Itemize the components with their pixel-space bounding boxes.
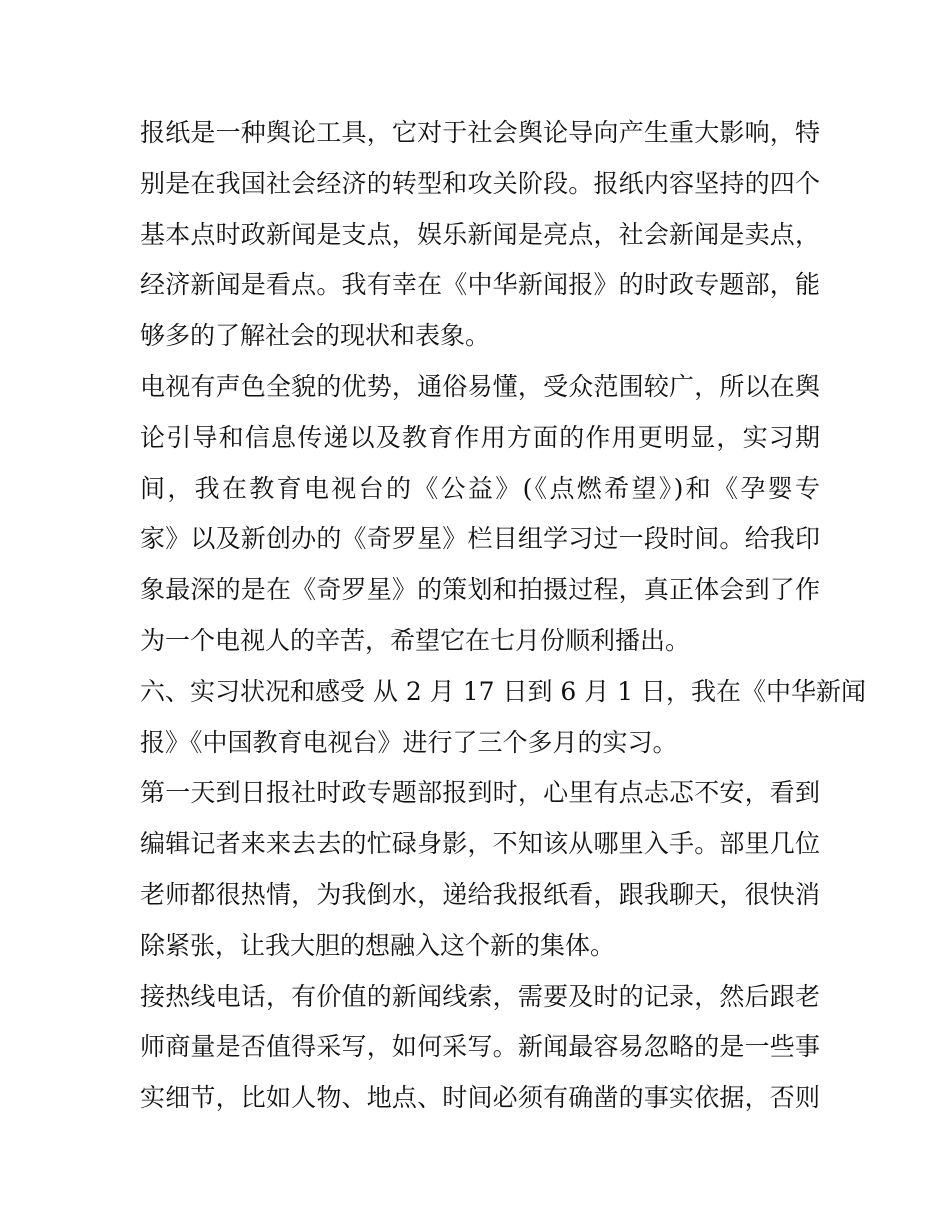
text-line: 间，我在教育电视台的《公益》(《点燃希望》)和《孕婴专 bbox=[140, 473, 820, 503]
text-line: 电视有声色全貌的优势，通俗易懂，受众范围较广，所以在舆 bbox=[140, 371, 820, 401]
paragraph-4 bbox=[140, 768, 820, 971]
text-line: 接热线电话，有价值的新闻线索，需要及时的记录，然后跟老 bbox=[140, 981, 820, 1011]
text-line: 除紧张，让我大胆的想融入这个新的集体。 bbox=[140, 930, 616, 960]
text-line: 报纸是一种舆论工具，它对于社会舆论导向产生重大影响，特 bbox=[140, 118, 820, 147]
text-line: 象最深的是在《奇罗星》的策划和拍摄过程，真正体会到了作 bbox=[140, 575, 820, 605]
text-line: 编辑记者来来去去的忙碌身影，不知该从哪里入手。部里几位 bbox=[140, 829, 820, 859]
paragraph-2 bbox=[140, 362, 820, 667]
text-line: 实细节，比如人物、地点、时间必须有确凿的事实依据，否则 bbox=[140, 1083, 820, 1113]
text-line: 师商量是否值得采写，如何采写。新闻最容易忽略的是一些事 bbox=[140, 1032, 820, 1062]
document-body bbox=[140, 108, 867, 1124]
text-line: 别是在我国社会经济的转型和攻关阶段。报纸内容坚持的四个 bbox=[140, 168, 820, 198]
text-line: 报》《中国教育电视台》进行了三个多月的实习。 bbox=[140, 727, 678, 757]
section-heading-line: 六、实习状况和感受 从 2 月 17 日到 6 月 1 日，我在《中华新闻 bbox=[140, 676, 867, 706]
paragraph-3 bbox=[140, 667, 867, 769]
text-line: 第一天到日报社时政专题部报到时，心里有点忐忑不安，看到 bbox=[140, 778, 820, 808]
text-line: 老师都很热情，为我倒水，递给我报纸看，跟我聊天，很快消 bbox=[140, 879, 820, 909]
text-line: 够多的了解社会的现状和表象。 bbox=[140, 321, 491, 351]
text-line: 家》以及新创办的《奇罗星》栏目组学习过一段时间。给我印 bbox=[140, 524, 820, 554]
text-line: 基本点时政新闻是支点，娱乐新闻是亮点，社会新闻是卖点， bbox=[140, 219, 820, 249]
paragraph-5 bbox=[140, 972, 820, 1124]
text-line: 经济新闻是看点。我有幸在《中华新闻报》的时政专题部，能 bbox=[140, 270, 820, 300]
text-line: 论引导和信息传递以及教育作用方面的作用更明显，实习期 bbox=[140, 422, 820, 452]
paragraph-1 bbox=[140, 108, 820, 362]
text-line: 为一个电视人的辛苦，希望它在七月份顺利播出。 bbox=[140, 625, 691, 655]
